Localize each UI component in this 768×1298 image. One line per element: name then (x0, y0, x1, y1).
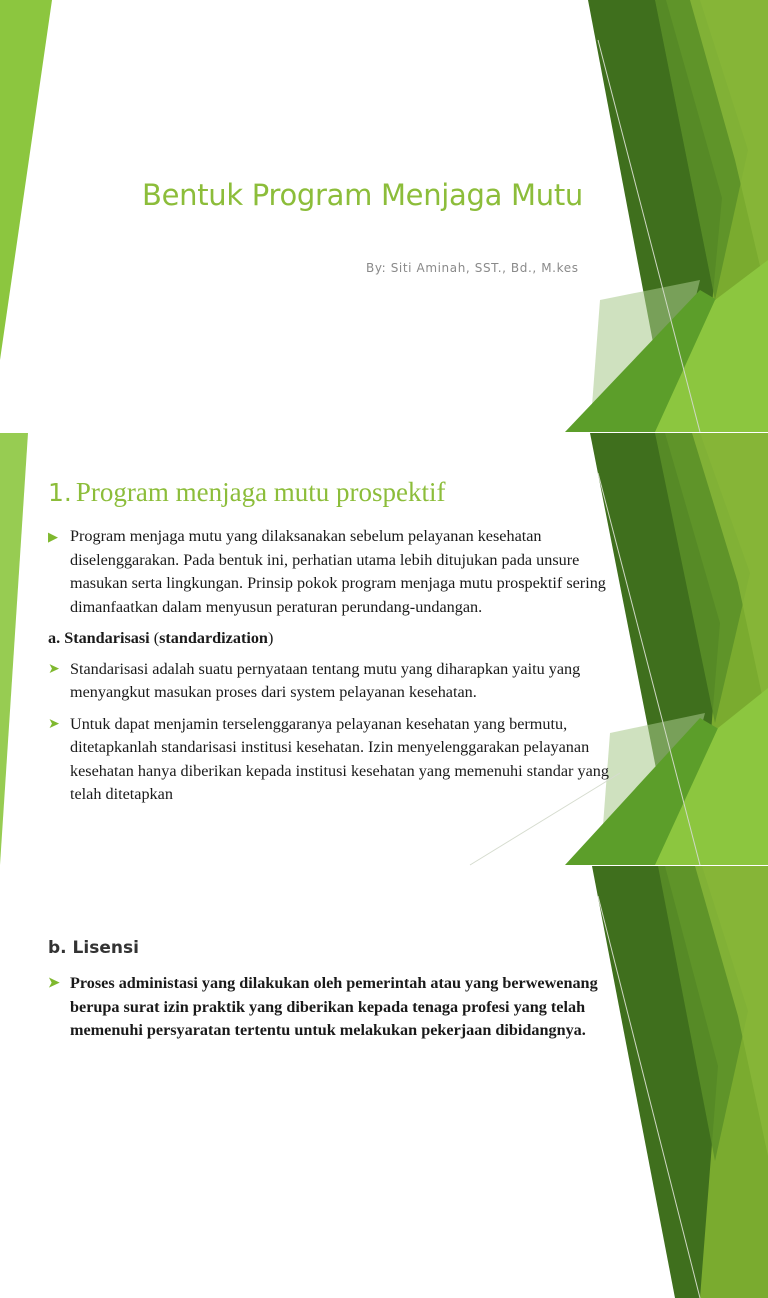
bullet-item (48, 525, 638, 619)
content-slide-lisensi (0, 866, 768, 1039)
section-a-term: standardization (159, 629, 268, 647)
slide-title: Bentuk Program Menjaga Mutu (142, 178, 583, 212)
bullet-text: Standarisasi adalah suatu pernyataan tentang mutu yang diharapkan yaitu yang menyangkut masukan proses dari system pelayanan kesehatan. (70, 659, 581, 701)
bullet-text: Program menjaga mutu yang dilaksanakan sebelum pelayanan kesehatan diselenggarakan. Pada bentuk ini, perhatian utama lebih ditujukan pada unsure masukan serta lingkungan. Prinsip pokok program menjaga mutu prospektif sering dimanfaatkan dalam menyusun peraturan perundang-undangan. (70, 527, 606, 616)
right-triangle-icon: ▶ (48, 529, 58, 544)
content-slide-prospektif (0, 433, 768, 865)
slide-body (48, 972, 618, 1043)
section-b-heading: b. Lisensi (48, 938, 139, 958)
bullet-text: Proses administasi yang dilakukan oleh pemerintah atau yang berwewenang berupa surat izin praktik yang diberikan kepada tenaga profesi yang telah memenuhi persyaratan tertentu untuk melakukan pekerjaan dibidangnya. (70, 974, 598, 1039)
slide-decoration (0, 0, 768, 432)
section-heading (48, 477, 446, 508)
chevron-right-icon: ➤ (48, 661, 60, 677)
section-a-label: a. Standarisasi (standardization) (48, 629, 274, 647)
slide-body (48, 525, 638, 807)
bullet-item (48, 972, 618, 1043)
chevron-right-icon: ➤ (48, 716, 60, 732)
heading-number: 1. (48, 478, 72, 507)
bullet-text: Untuk dapat menjamin terselenggaranya pelayanan kesehatan yang bermutu, ditetapkanlah standarisasi institusi kesehatan. Izin menyelenggarakan pelayanan kesehatan hanya diberikan kepada institusi kesehatan yang memenuhi standar yang telah ditetapkan (70, 714, 609, 803)
bullet-item (48, 658, 638, 705)
bullet-item (48, 713, 638, 807)
chevron-right-icon: ➤ (48, 976, 60, 991)
title-slide (0, 0, 768, 432)
slide-decoration (0, 866, 768, 1298)
heading-text: Program menjaga mutu prospektif (75, 477, 446, 507)
slide-subtitle: By: Siti Aminah, SST., Bd., M.kes (366, 261, 579, 275)
